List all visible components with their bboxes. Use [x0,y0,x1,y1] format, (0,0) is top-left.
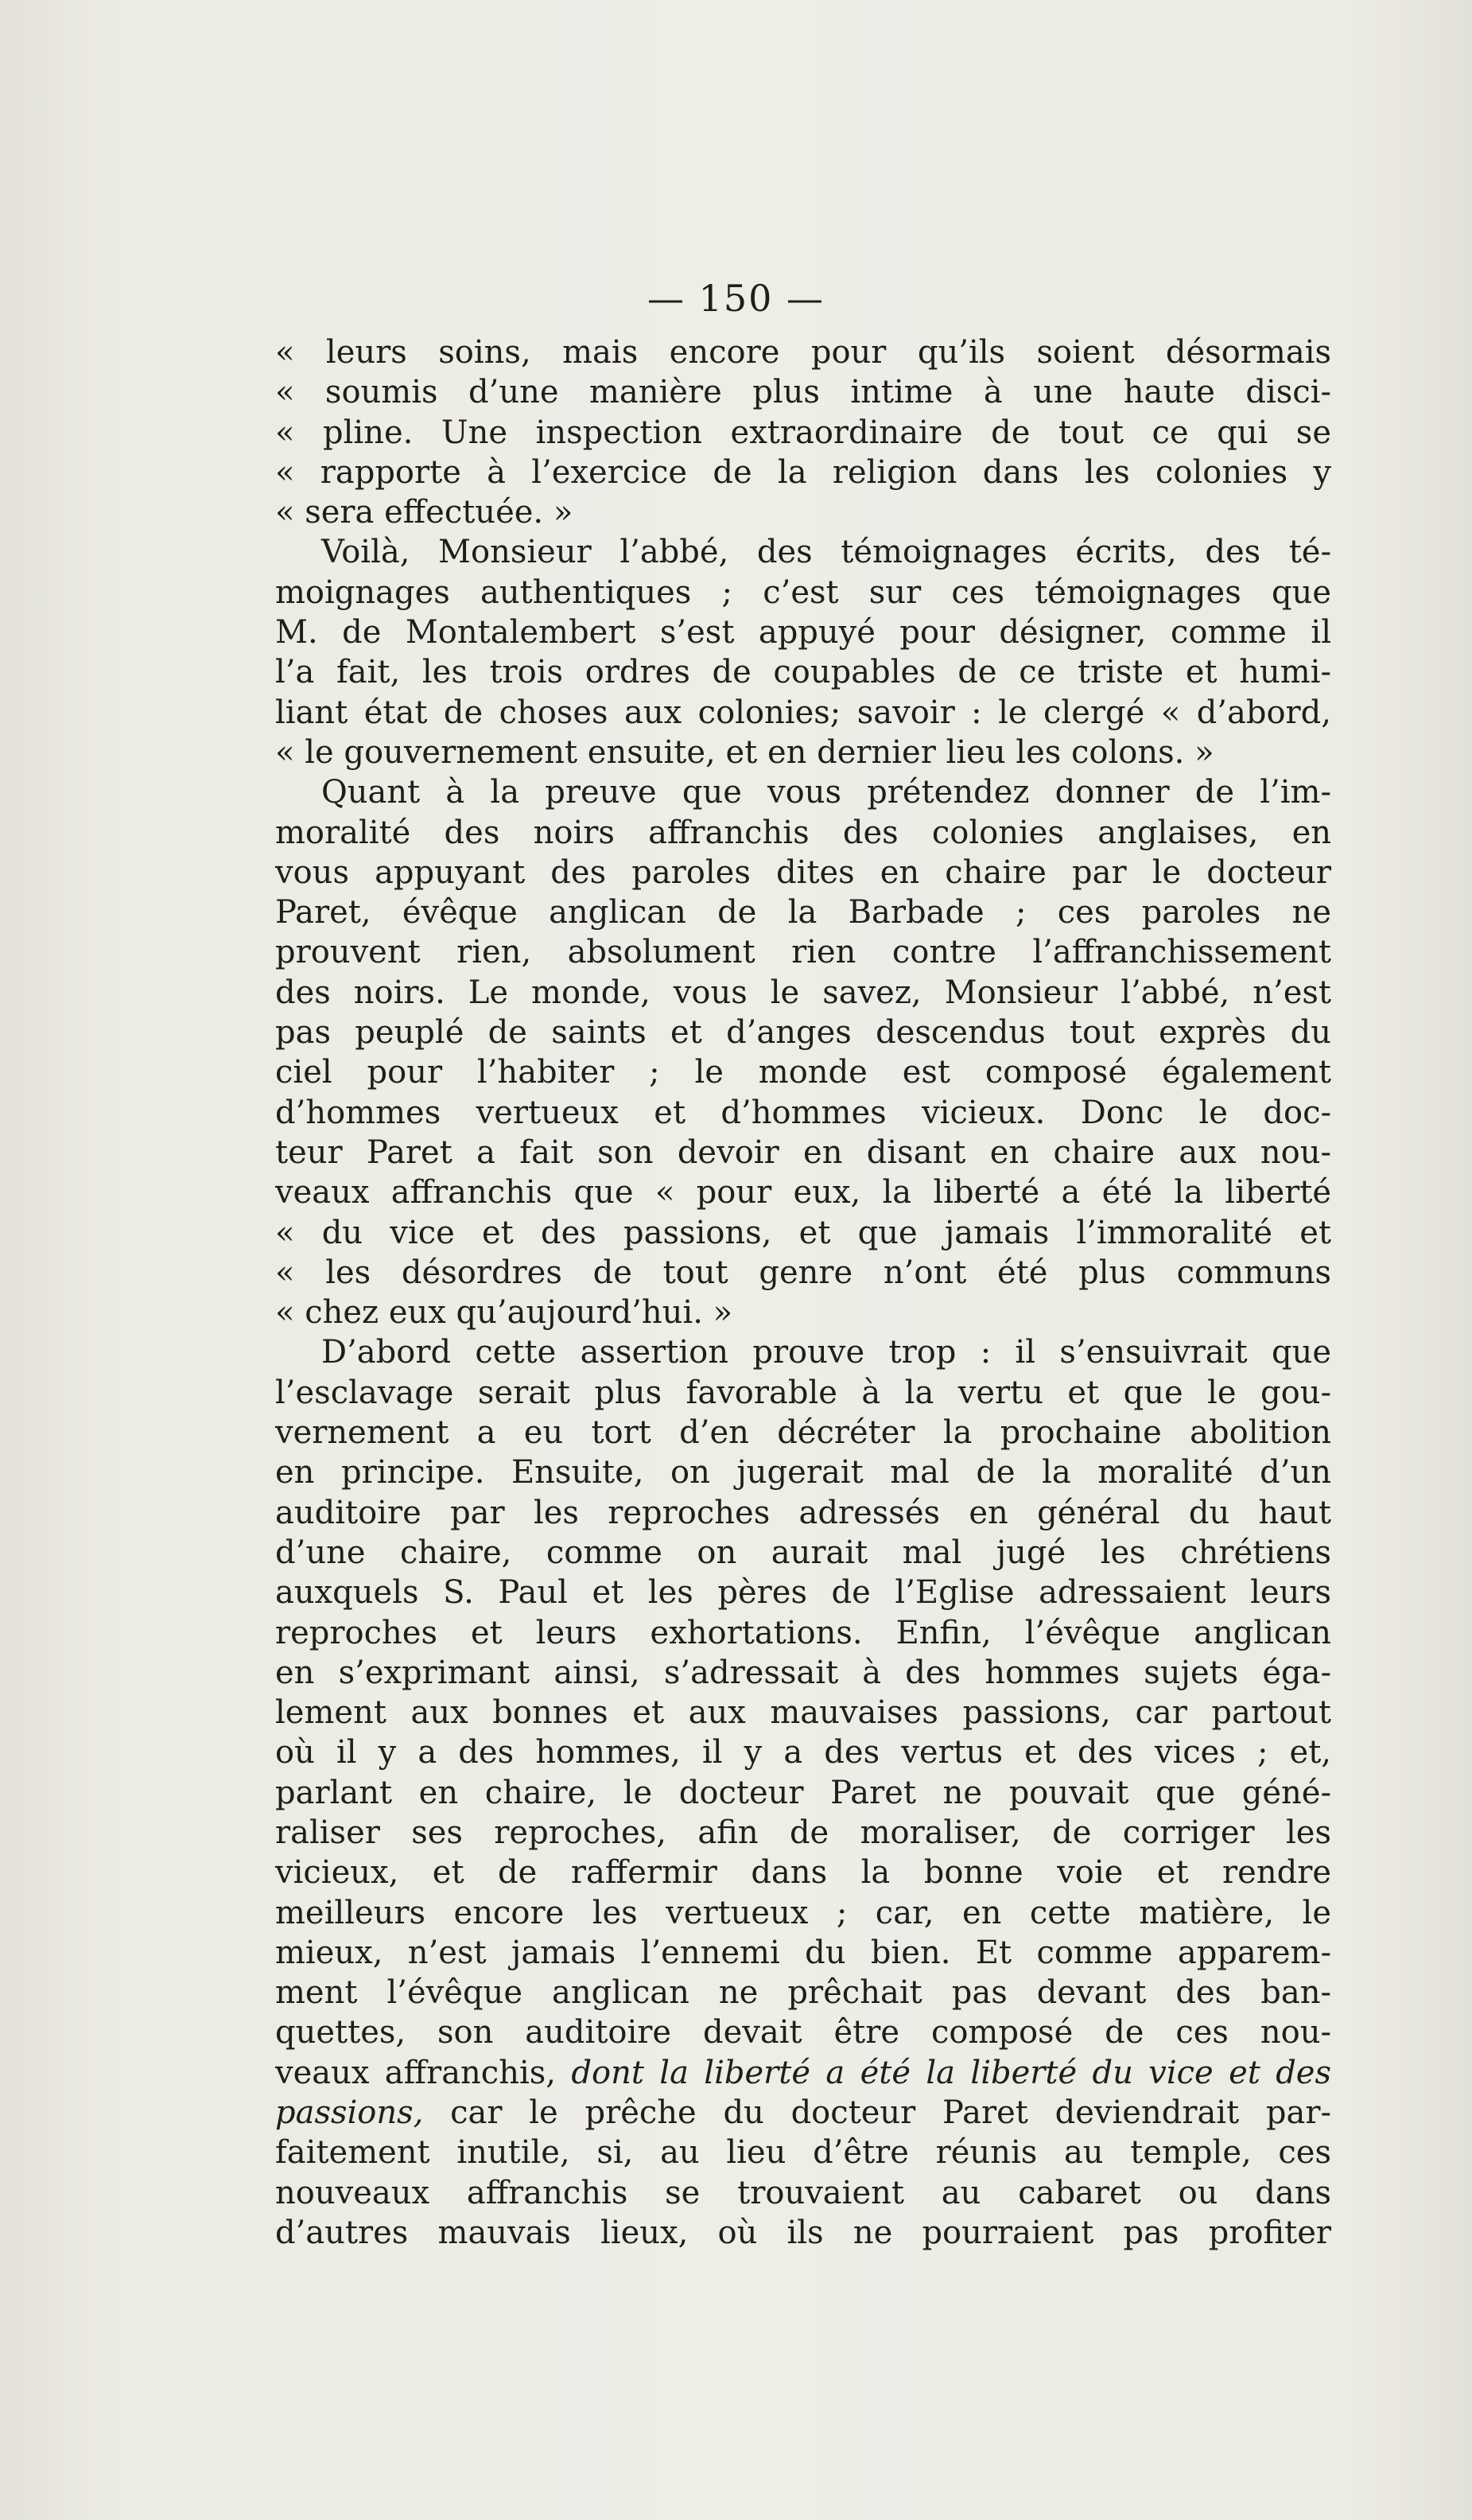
text-line: D’abord cette assertion prouve trop : il s’ensuivrait que [321,1334,1331,1371]
italic-text-span: passions, [275,2094,424,2132]
text-line: ment l’évêque anglican ne prêchait pas devant des ban- [275,1974,1331,2012]
italic-text-span: dont la liberté a été la liberté du vice et des [571,2054,1331,2091]
text-line: M. de Montalembert s’est appuyé pour désigner, comme il [275,614,1331,651]
text-line: mieux, n’est jamais l’ennemi du bien. Et comme apparem- [275,1934,1331,1971]
text-span: veaux affranchis, [275,2054,572,2091]
text-line: reproches et leurs exhortations. Enfin, l’évêque anglican [275,1614,1331,1651]
text-line: l’a fait, les trois ordres de coupables de ce triste et humi- [275,654,1331,691]
text-line: l’esclavage serait plus favorable à la vertu et que le gou- [275,1374,1331,1411]
text-line: « chez eux qu’aujourd’hui. » [275,1294,733,1332]
text-line: d’une chaire, comme on aurait mal jugé les chrétiens [275,1534,1331,1571]
text-line: « les désordres de tout genre n’ont été plus communs [275,1254,1331,1291]
text-line: raliser ses reproches, afin de moraliser, de corriger les [275,1814,1331,1851]
text-line: où il y a des hommes, il y a des vertus et des vices ; et, [275,1734,1331,1771]
text-line: parlant en chaire, le docteur Paret ne pouvait que géné- [275,1774,1331,1811]
text-line: lement aux bonnes et aux mauvaises passions, car partout [275,1694,1331,1732]
text-line: « rapporte à l’exercice de la religion dans les colonies y [275,453,1331,491]
text-line: en principe. Ensuite, on jugerait mal de la moralité d’un [275,1454,1331,1491]
text-line: pas peuplé de saints et d’anges descendus tout exprès du [275,1014,1331,1052]
text-line: quettes, son auditoire devait être composé de ces nou- [275,2014,1331,2051]
text-line: d’autres mauvais lieux, où ils ne pourraient pas profiter [275,2214,1331,2251]
text-line: Voilà, Monsieur l’abbé, des témoignages écrits, des té- [321,534,1331,571]
text-line: ciel pour l’habiter ; le monde est composé également [275,1054,1331,1091]
text-line: nouveaux affranchis se trouvaient au cabaret ou dans [275,2174,1331,2211]
text-line: « du vice et des passions, et que jamais l’immoralité et [275,1214,1331,1251]
text-line: vernement a eu tort d’en décréter la prochaine abolition [275,1414,1331,1452]
text-line: vous appuyant des paroles dites en chaire par le docteur [275,854,1331,891]
text-line [275,2053,1331,2093]
page-number: — 150 — [647,277,825,320]
text-line: faitement inutile, si, au lieu d’être réunis au temple, ces [275,2134,1331,2172]
text-line: en s’exprimant ainsi, s’adressait à des hommes sujets éga- [275,1654,1331,1691]
text-line: des noirs. Le monde, vous le savez, Monsieur l’abbé, n’est [275,974,1331,1011]
text-line: vicieux, et de raffermir dans la bonne voie et rendre [275,1854,1331,1892]
text-line: « sera effectuée. » [275,494,573,531]
text-line: moralité des noirs affranchis des colonies anglaises, en [275,814,1331,851]
text-line: prouvent rien, absolument rien contre l’affranchissement [275,934,1331,971]
text-line [275,2093,1331,2133]
text-line: « soumis d’une manière plus intime à une haute disci- [275,374,1331,411]
text-line: « leurs soins, mais encore pour qu’ils soient désormais [275,334,1331,371]
text-line: veaux affranchis que « pour eux, la liberté a été la liberté [275,1174,1331,1211]
text-line: auxquels S. Paul et les pères de l’Eglise adressaient leurs [275,1574,1331,1612]
text-line: Paret, évêque anglican de la Barbade ; ces paroles ne [275,894,1331,931]
text-line: moignages authentiques ; c’est sur ces témoignages que [275,574,1331,611]
text-line: « pline. Une inspection extraordinaire de tout ce qui se [275,414,1331,451]
text-line: « le gouvernement ensuite, et en dernier lieu les colons. » [275,733,1214,771]
text-line: auditoire par les reproches adressés en général du haut [275,1494,1331,1531]
text-line: liant état de choses aux colonies; savoir : le clergé « d’abord, [275,694,1331,731]
text-line: teur Paret a fait son devoir en disant en chaire aux nou- [275,1134,1331,1171]
text-line: meilleurs encore les vertueux ; car, en cette matière, le [275,1894,1331,1931]
text-line: d’hommes vertueux et d’hommes vicieux. Donc le doc- [275,1094,1331,1131]
text-line: Quant à la preuve que vous prétendez donner de l’im- [321,774,1331,811]
body-text [275,332,1331,2253]
text-span: car le prêche du docteur Paret deviendrait par- [423,2094,1331,2132]
